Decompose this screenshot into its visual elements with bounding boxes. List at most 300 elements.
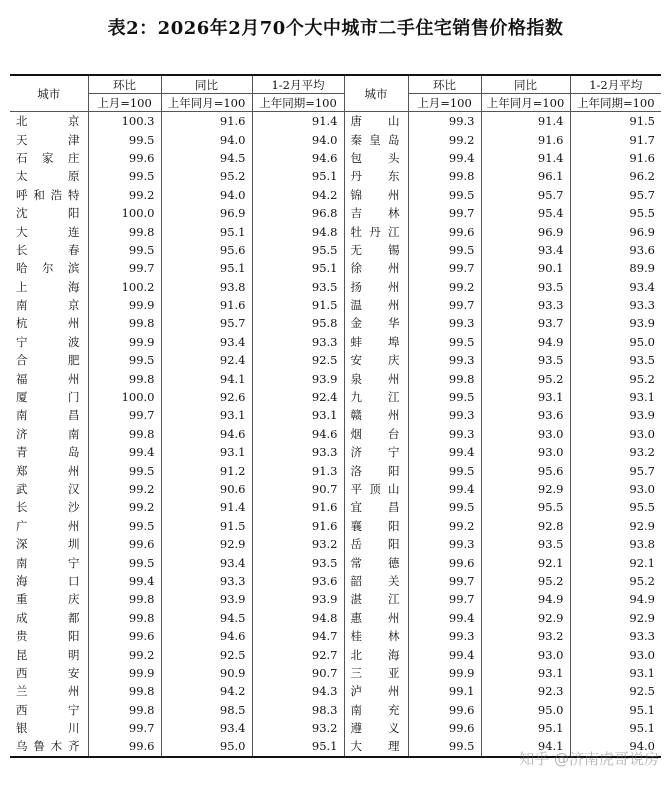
left-hb-cell: 99.2	[88, 480, 161, 498]
left-tb-cell: 94.0	[161, 186, 252, 204]
left-hb-cell: 99.8	[88, 222, 161, 240]
left-avg-cell: 94.6	[252, 425, 344, 443]
table-row	[10, 553, 661, 571]
right-avg-cell: 93.9	[570, 406, 661, 424]
table-row	[10, 278, 661, 296]
right-tb-cell: 91.4	[481, 149, 570, 167]
right-tb-cell: 92.3	[481, 682, 570, 700]
right-avg-cell: 93.5	[570, 351, 661, 369]
left-city-cell: 海口	[16, 573, 80, 588]
right-avg-cell: 93.8	[570, 535, 661, 553]
left-avg-cell: 92.4	[252, 388, 344, 406]
right-tb-cell: 96.9	[481, 222, 570, 240]
right-city-cell: 安庆	[344, 351, 408, 369]
right-avg-cell: 89.9	[570, 259, 661, 277]
left-city-cell: 重庆	[16, 592, 80, 607]
right-avg-cell: 96.2	[570, 167, 661, 185]
left-tb-cell: 92.4	[161, 351, 252, 369]
left-hb-cell: 99.8	[88, 425, 161, 443]
left-hb-cell: 99.2	[88, 645, 161, 663]
left-city-cell: 昆明	[16, 647, 80, 662]
right-tb-cell: 95.6	[481, 461, 570, 479]
left-avg-cell: 94.6	[252, 149, 344, 167]
right-hb-cell: 99.7	[408, 296, 481, 314]
right-hb-cell: 99.8	[408, 167, 481, 185]
right-tb-cell: 93.7	[481, 314, 570, 332]
right-tb-cell: 95.2	[481, 369, 570, 387]
left-city-cell: 呼和浩特	[16, 187, 80, 202]
right-avg-cell: 96.9	[570, 222, 661, 240]
left-city-cell: 大连	[16, 224, 80, 239]
right-city-cell: 三亚	[344, 664, 408, 682]
right-tb-cell: 95.7	[481, 186, 570, 204]
right-city-cell: 桂林	[344, 627, 408, 645]
left-avg-cell: 95.5	[252, 241, 344, 259]
right-hb-cell: 99.5	[408, 737, 481, 756]
left-hb-cell: 99.2	[88, 498, 161, 516]
right-hb-cell: 99.6	[408, 719, 481, 737]
header-row-2	[10, 94, 661, 112]
right-hb-cell: 99.3	[408, 425, 481, 443]
table-row	[10, 296, 661, 314]
left-tb-cell: 93.9	[161, 590, 252, 608]
left-avg-cell: 94.2	[252, 186, 344, 204]
right-hb-cell: 99.4	[408, 480, 481, 498]
right-avg-cell: 93.0	[570, 480, 661, 498]
right-hb-cell: 99.5	[408, 388, 481, 406]
right-city-cell: 徐州	[344, 259, 408, 277]
right-hb-cell: 99.4	[408, 149, 481, 167]
left-avg-cell: 93.3	[252, 333, 344, 351]
right-tb-cell: 93.0	[481, 443, 570, 461]
right-tb-cell: 95.0	[481, 701, 570, 719]
header-tb-right: 同比	[481, 75, 570, 94]
header-city-right: 城市	[344, 75, 408, 112]
header-avg-base-right: 上年同期=100	[570, 94, 661, 112]
right-city-cell: 泉州	[344, 369, 408, 387]
table-row	[10, 130, 661, 148]
right-avg-cell: 93.1	[570, 664, 661, 682]
right-avg-cell: 91.6	[570, 149, 661, 167]
left-avg-cell: 90.7	[252, 664, 344, 682]
right-hb-cell: 99.3	[408, 314, 481, 332]
table-row	[10, 627, 661, 645]
table-row	[10, 351, 661, 369]
table-row	[10, 535, 661, 553]
left-avg-cell: 94.3	[252, 682, 344, 700]
left-hb-cell: 99.8	[88, 609, 161, 627]
table-row	[10, 167, 661, 185]
left-city-cell: 成都	[16, 610, 80, 625]
left-city-cell: 贵阳	[16, 629, 80, 644]
right-hb-cell: 99.5	[408, 333, 481, 351]
right-hb-cell: 99.6	[408, 701, 481, 719]
right-tb-cell: 93.0	[481, 645, 570, 663]
right-tb-cell: 93.1	[481, 664, 570, 682]
left-tb-cell: 91.6	[161, 296, 252, 314]
right-tb-cell: 93.2	[481, 627, 570, 645]
left-tb-cell: 93.1	[161, 406, 252, 424]
left-city-cell: 郑州	[16, 463, 80, 478]
right-tb-cell: 91.4	[481, 112, 570, 131]
right-city-cell: 金华	[344, 314, 408, 332]
left-hb-cell: 100.0	[88, 388, 161, 406]
left-tb-cell: 93.3	[161, 572, 252, 590]
left-city-cell: 天津	[16, 132, 80, 147]
right-tb-cell: 93.0	[481, 425, 570, 443]
right-hb-cell: 99.7	[408, 590, 481, 608]
right-avg-cell: 93.0	[570, 645, 661, 663]
right-tb-cell: 95.1	[481, 719, 570, 737]
left-tb-cell: 95.1	[161, 222, 252, 240]
table-row	[10, 259, 661, 277]
right-avg-cell: 93.6	[570, 241, 661, 259]
right-avg-cell: 95.7	[570, 186, 661, 204]
table-row	[10, 682, 661, 700]
left-avg-cell: 93.2	[252, 535, 344, 553]
left-hb-cell: 99.5	[88, 351, 161, 369]
table-row	[10, 149, 661, 167]
table-row	[10, 645, 661, 663]
left-city-cell: 长沙	[16, 500, 80, 515]
left-tb-cell: 92.5	[161, 645, 252, 663]
right-avg-cell: 95.1	[570, 719, 661, 737]
left-hb-cell: 99.9	[88, 333, 161, 351]
left-city-cell: 武汉	[16, 482, 80, 496]
left-city-cell: 青岛	[16, 445, 80, 460]
table-row	[10, 425, 661, 443]
left-avg-cell: 91.6	[252, 498, 344, 516]
header-hb-right: 环比	[408, 75, 481, 94]
left-hb-cell: 99.5	[88, 461, 161, 479]
left-city-cell: 西宁	[16, 702, 80, 717]
right-hb-cell: 99.8	[408, 369, 481, 387]
right-tb-cell: 94.1	[481, 737, 570, 756]
left-city-cell: 福州	[16, 371, 80, 386]
left-avg-cell: 94.7	[252, 627, 344, 645]
left-avg-cell: 95.1	[252, 737, 344, 756]
left-hb-cell: 99.8	[88, 701, 161, 719]
table-row	[10, 701, 661, 719]
left-hb-cell: 99.4	[88, 572, 161, 590]
right-city-cell: 扬州	[344, 278, 408, 296]
right-hb-cell: 99.5	[408, 186, 481, 204]
left-avg-cell: 94.8	[252, 222, 344, 240]
right-avg-cell: 92.9	[570, 517, 661, 535]
right-city-cell: 蚌埠	[344, 333, 408, 351]
left-tb-cell: 92.9	[161, 535, 252, 553]
right-tb-cell: 95.5	[481, 498, 570, 516]
right-hb-cell: 99.2	[408, 278, 481, 296]
left-city-cell: 哈尔滨	[16, 261, 80, 276]
right-tb-cell: 93.5	[481, 535, 570, 553]
right-avg-cell: 91.5	[570, 112, 661, 131]
left-tb-cell: 93.8	[161, 278, 252, 296]
left-hb-cell: 99.6	[88, 737, 161, 756]
table-row	[10, 406, 661, 424]
left-city-cell: 沈阳	[16, 206, 80, 221]
left-avg-cell: 93.2	[252, 719, 344, 737]
right-city-cell: 秦皇岛	[344, 130, 408, 148]
table-row	[10, 388, 661, 406]
table-row	[10, 204, 661, 222]
left-tb-cell: 91.2	[161, 461, 252, 479]
left-city-cell: 兰州	[16, 684, 80, 699]
left-hb-cell: 99.7	[88, 406, 161, 424]
left-tb-cell: 95.0	[161, 737, 252, 756]
header-city-left: 城市	[10, 75, 88, 112]
right-city-cell: 北海	[344, 645, 408, 663]
table-title: 表2：2026年2月70个大中城市二手住宅销售价格指数	[107, 18, 564, 39]
right-avg-cell: 91.7	[570, 130, 661, 148]
table-row	[10, 222, 661, 240]
right-hb-cell: 99.7	[408, 204, 481, 222]
table-row	[10, 480, 661, 498]
table-row	[10, 664, 661, 682]
left-city-cell: 深圳	[16, 537, 80, 552]
right-hb-cell: 99.6	[408, 553, 481, 571]
right-avg-cell: 93.3	[570, 627, 661, 645]
right-city-cell: 烟台	[344, 425, 408, 443]
left-hb-cell: 99.6	[88, 149, 161, 167]
left-hb-cell: 99.4	[88, 443, 161, 461]
left-tb-cell: 90.9	[161, 664, 252, 682]
table-row	[10, 369, 661, 387]
left-avg-cell: 93.5	[252, 278, 344, 296]
left-hb-cell: 99.7	[88, 259, 161, 277]
left-avg-cell: 92.7	[252, 645, 344, 663]
header-hb-base-left: 上月=100	[88, 94, 161, 112]
left-avg-cell: 91.6	[252, 517, 344, 535]
right-city-cell: 洛阳	[344, 461, 408, 479]
right-tb-cell: 93.1	[481, 388, 570, 406]
right-avg-cell: 93.0	[570, 425, 661, 443]
right-city-cell: 赣州	[344, 406, 408, 424]
left-avg-cell: 98.3	[252, 701, 344, 719]
left-city-cell: 宁波	[16, 334, 80, 349]
right-city-cell: 大理	[344, 737, 408, 756]
left-avg-cell: 93.3	[252, 443, 344, 461]
right-hb-cell: 99.7	[408, 572, 481, 590]
right-tb-cell: 94.9	[481, 333, 570, 351]
left-tb-cell: 94.5	[161, 149, 252, 167]
right-avg-cell: 93.3	[570, 296, 661, 314]
right-hb-cell: 99.2	[408, 517, 481, 535]
right-hb-cell: 99.4	[408, 609, 481, 627]
left-hb-cell: 99.9	[88, 664, 161, 682]
left-avg-cell: 91.4	[252, 112, 344, 131]
left-hb-cell: 99.6	[88, 535, 161, 553]
right-city-cell: 吉林	[344, 204, 408, 222]
left-hb-cell: 99.8	[88, 369, 161, 387]
left-avg-cell: 94.0	[252, 130, 344, 148]
left-hb-cell: 100.0	[88, 204, 161, 222]
left-tb-cell: 90.6	[161, 480, 252, 498]
table-row	[10, 609, 661, 627]
header-tb-base-left: 上年同月=100	[161, 94, 252, 112]
left-hb-cell: 100.3	[88, 112, 161, 131]
left-tb-cell: 91.4	[161, 498, 252, 516]
left-city-cell: 上海	[16, 279, 80, 294]
right-city-cell: 岳阳	[344, 535, 408, 553]
right-hb-cell: 99.9	[408, 664, 481, 682]
left-avg-cell: 95.8	[252, 314, 344, 332]
right-city-cell: 南充	[344, 701, 408, 719]
table-row	[10, 314, 661, 332]
left-tb-cell: 94.5	[161, 609, 252, 627]
right-city-cell: 丹东	[344, 167, 408, 185]
right-hb-cell: 99.3	[408, 406, 481, 424]
left-tb-cell: 94.0	[161, 130, 252, 148]
right-avg-cell: 92.1	[570, 553, 661, 571]
table-row	[10, 498, 661, 516]
left-tb-cell: 94.6	[161, 627, 252, 645]
left-tb-cell: 91.6	[161, 112, 252, 131]
right-tb-cell: 96.1	[481, 167, 570, 185]
right-tb-cell: 93.5	[481, 351, 570, 369]
right-city-cell: 九江	[344, 388, 408, 406]
left-avg-cell: 92.5	[252, 351, 344, 369]
header-hb-base-right: 上月=100	[408, 94, 481, 112]
header-hb-left: 环比	[88, 75, 161, 94]
left-avg-cell: 94.8	[252, 609, 344, 627]
left-hb-cell: 99.5	[88, 130, 161, 148]
right-hb-cell: 99.3	[408, 112, 481, 131]
table-row	[10, 461, 661, 479]
right-city-cell: 湛江	[344, 590, 408, 608]
left-city-cell: 杭州	[16, 316, 80, 331]
right-hb-cell: 99.5	[408, 241, 481, 259]
right-avg-cell: 95.0	[570, 333, 661, 351]
right-tb-cell: 90.1	[481, 259, 570, 277]
left-tb-cell: 93.4	[161, 333, 252, 351]
left-tb-cell: 98.5	[161, 701, 252, 719]
right-city-cell: 牡丹江	[344, 222, 408, 240]
right-city-cell: 惠州	[344, 609, 408, 627]
left-avg-cell: 95.1	[252, 259, 344, 277]
left-tb-cell: 94.6	[161, 425, 252, 443]
right-hb-cell: 99.4	[408, 443, 481, 461]
left-hb-cell: 99.2	[88, 186, 161, 204]
left-avg-cell: 93.1	[252, 406, 344, 424]
table-row	[10, 186, 661, 204]
left-hb-cell: 99.5	[88, 553, 161, 571]
left-hb-cell: 99.7	[88, 719, 161, 737]
left-city-cell: 北京	[16, 114, 80, 129]
left-tb-cell: 93.1	[161, 443, 252, 461]
left-avg-cell: 96.8	[252, 204, 344, 222]
left-tb-cell: 94.2	[161, 682, 252, 700]
right-avg-cell: 95.2	[570, 572, 661, 590]
right-hb-cell: 99.6	[408, 222, 481, 240]
table-body	[10, 112, 661, 757]
right-city-cell: 遵义	[344, 719, 408, 737]
right-avg-cell: 93.9	[570, 314, 661, 332]
left-city-cell: 南昌	[16, 408, 80, 423]
right-hb-cell: 99.3	[408, 351, 481, 369]
table-row	[10, 590, 661, 608]
right-city-cell: 无锡	[344, 241, 408, 259]
left-tb-cell: 95.1	[161, 259, 252, 277]
right-avg-cell: 95.7	[570, 461, 661, 479]
table-row	[10, 719, 661, 737]
right-tb-cell: 93.6	[481, 406, 570, 424]
left-hb-cell: 99.8	[88, 314, 161, 332]
left-tb-cell: 95.6	[161, 241, 252, 259]
right-city-cell: 济宁	[344, 443, 408, 461]
right-city-cell: 泸州	[344, 682, 408, 700]
left-avg-cell: 93.9	[252, 590, 344, 608]
right-tb-cell: 95.2	[481, 572, 570, 590]
right-avg-cell: 94.9	[570, 590, 661, 608]
right-city-cell: 温州	[344, 296, 408, 314]
right-avg-cell: 94.0	[570, 737, 661, 756]
right-city-cell: 唐山	[344, 112, 408, 131]
right-hb-cell: 99.3	[408, 535, 481, 553]
right-tb-cell: 92.1	[481, 553, 570, 571]
left-tb-cell: 96.9	[161, 204, 252, 222]
left-avg-cell: 91.3	[252, 461, 344, 479]
left-avg-cell: 93.9	[252, 369, 344, 387]
table-row	[10, 517, 661, 535]
right-tb-cell: 92.8	[481, 517, 570, 535]
left-hb-cell: 99.5	[88, 241, 161, 259]
right-avg-cell: 93.2	[570, 443, 661, 461]
right-tb-cell: 92.9	[481, 609, 570, 627]
right-hb-cell: 99.5	[408, 461, 481, 479]
left-tb-cell: 95.2	[161, 167, 252, 185]
left-city-cell: 石家庄	[16, 150, 80, 165]
right-tb-cell: 93.3	[481, 296, 570, 314]
left-city-cell: 南京	[16, 298, 80, 313]
left-hb-cell: 99.8	[88, 682, 161, 700]
left-hb-cell: 99.5	[88, 517, 161, 535]
right-hb-cell: 99.3	[408, 627, 481, 645]
right-avg-cell: 92.9	[570, 609, 661, 627]
right-avg-cell: 95.2	[570, 369, 661, 387]
left-avg-cell: 90.7	[252, 480, 344, 498]
right-hb-cell: 99.7	[408, 259, 481, 277]
right-avg-cell: 92.5	[570, 682, 661, 700]
left-city-cell: 银川	[16, 721, 80, 736]
left-avg-cell: 91.5	[252, 296, 344, 314]
left-tb-cell: 92.6	[161, 388, 252, 406]
left-city-cell: 厦门	[16, 390, 80, 405]
price-index-table	[10, 74, 661, 758]
left-tb-cell: 93.4	[161, 719, 252, 737]
right-tb-cell: 92.9	[481, 480, 570, 498]
header-avg-left: 1-2月平均	[252, 75, 344, 94]
right-city-cell: 锦州	[344, 186, 408, 204]
right-avg-cell: 95.5	[570, 204, 661, 222]
left-tb-cell: 95.7	[161, 314, 252, 332]
left-hb-cell: 99.6	[88, 627, 161, 645]
left-hb-cell: 99.5	[88, 167, 161, 185]
left-city-cell: 济南	[16, 426, 80, 441]
left-hb-cell: 100.2	[88, 278, 161, 296]
left-city-cell: 合肥	[16, 353, 80, 368]
left-avg-cell: 93.5	[252, 553, 344, 571]
header-row-1	[10, 75, 661, 94]
left-city-cell: 广州	[16, 518, 80, 533]
table-row	[10, 443, 661, 461]
left-avg-cell: 93.6	[252, 572, 344, 590]
table-row	[10, 333, 661, 351]
right-avg-cell: 93.4	[570, 278, 661, 296]
left-hb-cell: 99.9	[88, 296, 161, 314]
table-row	[10, 112, 661, 131]
left-tb-cell: 93.4	[161, 553, 252, 571]
